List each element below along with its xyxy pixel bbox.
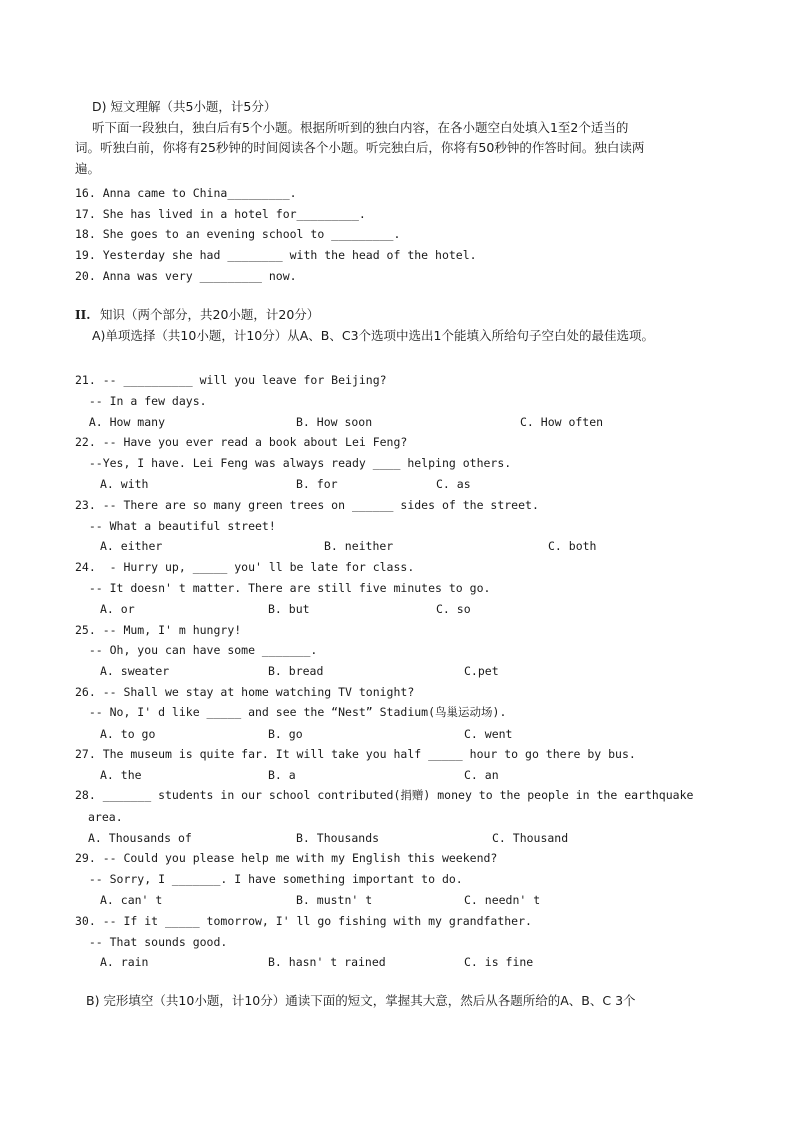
answer-29: -- Sorry, I _______. I have something important to do. — [75, 872, 463, 886]
option-29-b: B. mustn' t — [296, 893, 373, 907]
option-23-b: B. neither — [324, 539, 394, 553]
option-26-b: B. go — [268, 727, 303, 741]
option-30-a: A. rain — [100, 955, 149, 969]
answer-21: -- In a few days. — [75, 394, 207, 408]
question-26: 26. -- Shall we stay at home watching TV tonight? — [75, 685, 415, 699]
option-27-c: C. an — [464, 768, 499, 782]
question-21: 21. -- __________ will you leave for Beijing? — [75, 373, 387, 387]
option-23-c: C. both — [548, 539, 597, 553]
option-22-a: A. with — [100, 477, 149, 491]
option-22-b: B. for — [296, 477, 338, 491]
answer-23: -- What a beautiful street! — [75, 519, 276, 533]
question-27: 27. The museum is quite far. It will take you half _____ hour to go there by bus. — [75, 747, 636, 761]
option-28-c: C. Thousand — [492, 831, 569, 845]
option-25-c: C.pet — [464, 664, 499, 678]
section-d-instructions: 词。听独白前，你将有25秒钟的时间阅读各个小题。听完独白后，你将有50秒钟的作答时间。独白读两 — [75, 140, 645, 155]
option-27-a: A. the — [100, 768, 142, 782]
part-2-heading-number: II. — [75, 308, 91, 322]
option-22-c: C. as — [436, 477, 471, 491]
question-25: 25. -- Mum, I' m hungry! — [75, 623, 242, 637]
question-20: 20. Anna was very _________ now. — [75, 269, 297, 283]
question-22: 22. -- Have you ever read a book about Lei Feng? — [75, 435, 408, 449]
question-19: 19. Yesterday she had ________ with the head of the hotel. — [75, 248, 477, 262]
part-2-heading: 知识（两个部分，共20小题，计20分） — [100, 307, 320, 322]
option-28-a: A. Thousands of — [88, 831, 192, 845]
question-30: 30. -- If it _____ tomorrow, I' ll go fishing with my grandfather. — [75, 914, 532, 928]
question-28-continued: area. — [88, 810, 123, 824]
section-b-instructions: B) 完形填空（共10小题，计10分）通读下面的短文，掌握其大意，然后从各题所给的A、B、C 3个 — [86, 993, 636, 1008]
section-d-instructions: 遍。 — [75, 161, 101, 176]
option-27-b: B. a — [268, 768, 296, 782]
section-a-instructions: A)单项选择（共10小题，计10分）从A、B、C3个选项中选出1个能填入所给句子空白处的最佳选项。 — [92, 328, 655, 343]
option-29-c: C. needn' t — [464, 893, 541, 907]
option-26-a: A. to go — [100, 727, 156, 741]
question-28: 28. _______ students in our school contributed(捐赠) money to the people in the earthquake — [75, 788, 694, 802]
option-25-a: A. sweater — [100, 664, 170, 678]
answer-25: -- Oh, you can have some _______. — [75, 643, 318, 657]
section-d-instructions: 听下面一段独白，独白后有5个小题。根据所听到的独白内容，在各小题空白处填入1至2个适当的 — [92, 120, 629, 135]
option-24-a: A. or — [100, 602, 135, 616]
option-29-a: A. can' t — [100, 893, 163, 907]
question-24: 24. - Hurry up, _____ you' ll be late for class. — [75, 560, 415, 574]
option-30-c: C. is fine — [464, 955, 534, 969]
answer-26: -- No, I' d like _____ and see the “Nest” Stadium(鸟巢运动场). — [75, 705, 507, 719]
option-24-b: B. but — [268, 602, 310, 616]
question-18: 18. She goes to an evening school to _________. — [75, 227, 401, 241]
question-29: 29. -- Could you please help me with my English this weekend? — [75, 851, 498, 865]
section-d-title: D) 短文理解（共5小题，计5分） — [92, 99, 277, 114]
option-21-c: C. How often — [520, 415, 604, 429]
answer-24: -- It doesn' t matter. There are still five minutes to go. — [75, 581, 491, 595]
option-23-a: A. either — [100, 539, 163, 553]
answer-30: -- That sounds good. — [75, 935, 228, 949]
option-24-c: C. so — [436, 602, 471, 616]
option-25-b: B. bread — [268, 664, 324, 678]
option-21-a: A. How many — [75, 415, 166, 429]
option-28-b: B. Thousands — [296, 831, 380, 845]
question-23: 23. -- There are so many green trees on ______ sides of the street. — [75, 498, 539, 512]
answer-22: --Yes, I have. Lei Feng was always ready ____ helping others. — [75, 456, 512, 470]
question-17: 17. She has lived in a hotel for_________. — [75, 207, 366, 221]
option-30-b: B. hasn' t rained — [268, 955, 386, 969]
question-16: 16. Anna came to China_________. — [75, 186, 297, 200]
option-21-b: B. How soon — [296, 415, 373, 429]
option-26-c: C. went — [464, 727, 513, 741]
